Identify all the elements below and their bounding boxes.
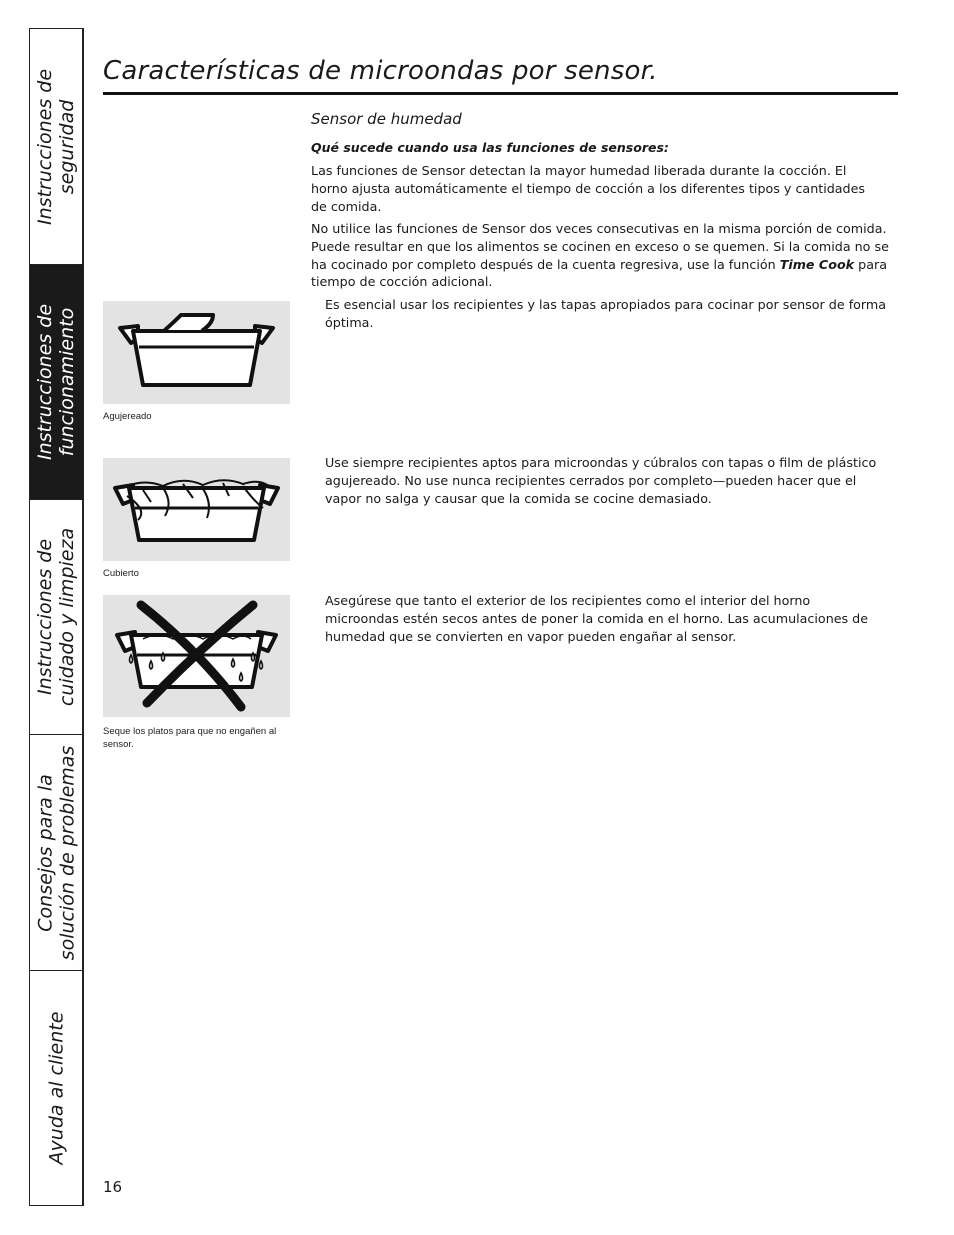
- tab-label-line1: Instrucciones de: [34, 303, 57, 461]
- time-cook-label: Time Cook: [779, 256, 855, 272]
- paragraph-covers: Use siempre recipientes aptos para microondas y cúbralos con tapas o film de plástico agujereado. No use nunca recipientes cerrados por completo—pueden hacer que el vapor no salga y causar que la comida se cocine demasiado.: [325, 455, 877, 506]
- covered-casserole-icon: [103, 458, 290, 561]
- paragraph-text: No utilice las funciones de Sensor dos veces consecutivas en la misma porción de comida. Puede resultar en que los alimentos se cocinen en exceso o se quemen. Si la comida no se ha cocinado por completo después de la cuenta regresiva, use la función: [311, 221, 889, 272]
- paragraph-sensor-warning: [311, 220, 901, 291]
- section-tabs: [29, 28, 84, 1206]
- tab-label-line1: Consejos para la: [34, 773, 57, 932]
- tab-troubleshooting[interactable]: [30, 735, 83, 971]
- wet-dish-illustration: [103, 595, 290, 717]
- figure-caption: Seque los platos para que no engañen al sensor.: [103, 726, 277, 750]
- figure-caption: Cubierto: [103, 568, 139, 579]
- wet-casserole-crossed-icon: [103, 595, 290, 717]
- vented-dish-illustration: [103, 301, 290, 404]
- figure-caption: Agujereado: [103, 411, 152, 422]
- tab-label-line1: Instrucciones de: [34, 68, 57, 225]
- covered-dish-illustration: [103, 458, 290, 561]
- tab-care-cleaning[interactable]: [30, 500, 83, 735]
- vented-casserole-icon: [103, 301, 290, 404]
- tab-label-line2: funcionamiento: [56, 307, 79, 457]
- tab-label-line1: Ayuda al cliente: [45, 1011, 68, 1165]
- tab-label-line2: seguridad: [56, 99, 79, 194]
- tab-label-line1: Instrucciones de: [34, 538, 57, 696]
- tab-label-line2: cuidado y limpieza: [56, 527, 79, 707]
- paragraph-dry-dishes: Asegúrese que tanto el exterior de los recipientes como el interior del horno microondas estén secos antes de poner la comida en el horno. Las acumulaciones de humedad que se convierten en vapor pueden engañar al sensor.: [325, 593, 869, 644]
- page-title: Características de microondas por sensor.: [103, 56, 658, 86]
- paragraph-sensor-function: Las funciones de Sensor detectan la mayor humedad liberada durante la cocción. El horno ajusta automáticamente el tiempo de cocción a los diferentes tipos y cantidades de comida.: [311, 163, 866, 214]
- section-heading: Sensor de humedad: [311, 110, 462, 128]
- paragraph-containers: Es esencial usar los recipientes y las tapas apropiados para cocinar por sensor de forma óptima.: [325, 297, 887, 330]
- tab-customer-help[interactable]: [30, 971, 83, 1205]
- tab-label-line2: solución de problemas: [56, 745, 79, 960]
- tab-safety-instructions[interactable]: [30, 29, 83, 265]
- page-number: 16: [103, 1178, 123, 1196]
- title-divider: [103, 92, 898, 95]
- section-subheading: Qué sucede cuando usa las funciones de sensores:: [311, 140, 669, 155]
- tab-operating-instructions[interactable]: [30, 265, 83, 500]
- paragraph-text: para tiempo de cocción adicional.: [311, 256, 887, 290]
